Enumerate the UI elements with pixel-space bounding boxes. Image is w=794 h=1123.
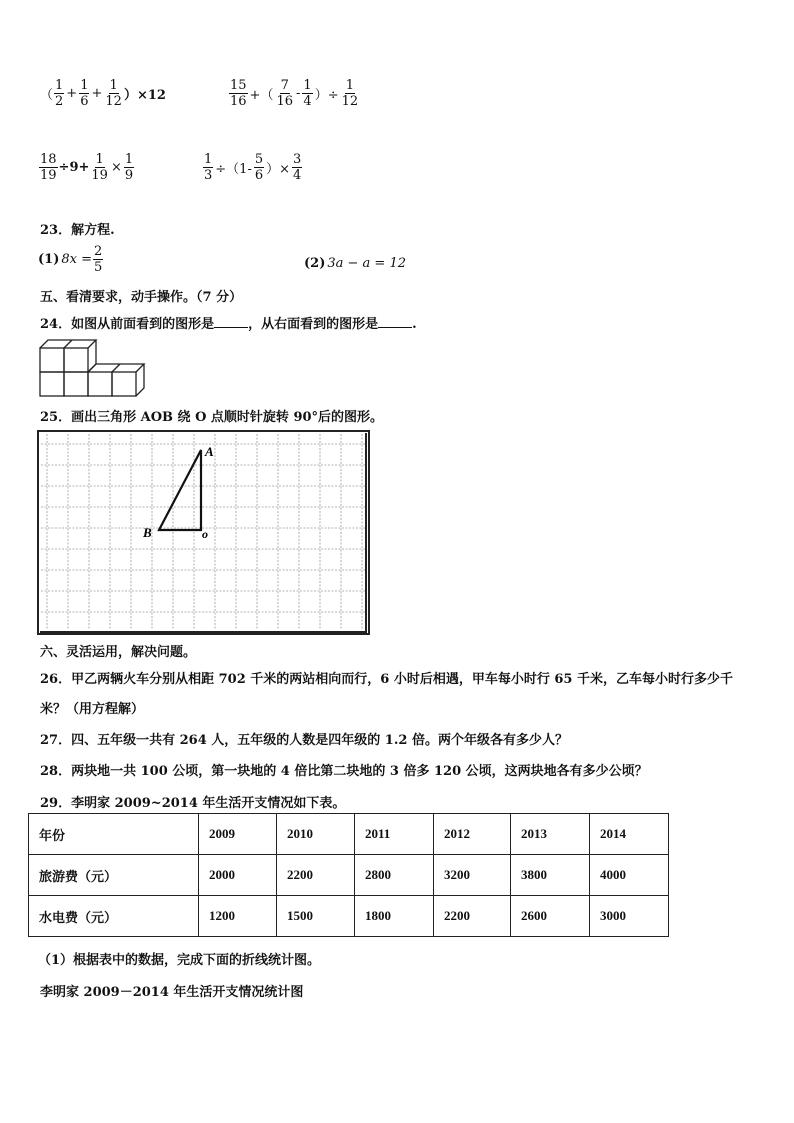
table-header-row xyxy=(29,814,669,855)
equation-1: (1) 8x = $\frac{2}{5}$ xyxy=(38,244,103,275)
calc-expr-2: $\frac{15}{16}$ +（ $\frac{7}{16}$ - $\frac{1}{4}$ ）÷ $\frac{1}{12}$ xyxy=(230,78,359,109)
fraction: $\frac{3}{4}$ xyxy=(293,152,302,183)
fraction: $\frac{1}{12}$ xyxy=(341,78,359,109)
table-cell: 1500 xyxy=(277,896,355,937)
calc-expr-4: $\frac{1}{3}$ ÷（1- $\frac{5}{6}$ ）× $\frac{3}{4}$ xyxy=(204,152,302,183)
fraction: $\frac{7}{16}$ xyxy=(276,78,293,109)
table-cell: 2200 xyxy=(434,896,511,937)
question-27: 27．四、五年级一共有 264 人，五年级的人数是四年级的 1.2 倍。两个年级各有多少人？ xyxy=(40,733,568,748)
table-cell: 旅游费（元） xyxy=(29,855,199,896)
table-cell: 3200 xyxy=(434,855,511,896)
answer-blank[interactable] xyxy=(378,315,412,328)
left-paren: （ xyxy=(40,88,54,103)
expense-table xyxy=(28,813,669,937)
fraction: $\frac{1}{12}$ xyxy=(105,78,122,109)
section-6-heading: 六、灵活运用，解决问题。 xyxy=(40,645,197,660)
table-cell: 2010 xyxy=(277,814,355,855)
table-row xyxy=(29,855,669,896)
question-24: 24．如图从前面看到的图形是 ，从右面看到的图形是 . xyxy=(40,317,417,332)
question-28: 28．两块地一共 100 公顷，第一块地的 4 倍比第二块地的 3 倍多 120 公顷，这两块地各有多少公顷？ xyxy=(40,764,648,779)
cube-solid-drawing xyxy=(36,338,154,400)
question-29-title: 29．李明家 2009~2014 年生活开支情况如下表。 xyxy=(40,796,346,811)
fraction: $\frac{1}{2}$ xyxy=(55,78,64,109)
fraction: $\frac{1}{19}$ xyxy=(91,152,108,183)
equation-2: (2) 3a − a = 12 xyxy=(304,256,406,271)
table-cell: 2014 xyxy=(590,814,669,855)
question-26-line1: 26．甲乙两辆火车分别从相距 702 千米的两站相向而行，6 小时后相遇，甲车每小时行 65 千米，乙车每小时行多少千 xyxy=(40,672,733,687)
fraction: $\frac{15}{16}$ xyxy=(230,78,247,109)
fraction: $\frac{18}{19}$ xyxy=(40,152,57,183)
table-row xyxy=(29,896,669,937)
table-cell: 年份 xyxy=(29,814,199,855)
table-cell: 2800 xyxy=(355,855,434,896)
question-29-sub1: （1）根据表中的数据，完成下面的折线统计图。 xyxy=(38,953,321,968)
grid-drawing xyxy=(37,430,371,636)
table-cell: 2012 xyxy=(434,814,511,855)
table-cell: 3000 xyxy=(590,896,669,937)
table-cell: 2000 xyxy=(199,855,277,896)
label-b: B xyxy=(143,525,152,540)
fraction: $\frac{2}{5}$ xyxy=(94,244,103,275)
fraction: $\frac{1}{3}$ xyxy=(204,152,213,183)
label-a: A xyxy=(205,444,214,459)
table-cell: 3800 xyxy=(511,855,590,896)
table-cell: 2011 xyxy=(355,814,434,855)
question-26-line2: 米？（用方程解） xyxy=(40,702,145,717)
fraction: $\frac{1}{9}$ xyxy=(124,152,134,183)
question-25: 25．画出三角形 AOB 绕 O 点顺时针旋转 90°后的图形。 xyxy=(40,410,384,425)
table-cell: 2600 xyxy=(511,896,590,937)
fraction: $\frac{1}{4}$ xyxy=(303,78,312,109)
table-cell: 4000 xyxy=(590,855,669,896)
rotation-grid-figure xyxy=(37,430,371,640)
calc-expr-3: $\frac{18}{19}$ ÷9+ $\frac{1}{19}$ × $\frac{1}{9}$ xyxy=(40,152,134,183)
table-cell: 2009 xyxy=(199,814,277,855)
section-5-heading: 五、看清要求，动手操作。（7 分） xyxy=(40,290,243,305)
cube-figure xyxy=(36,338,154,404)
fraction: $\frac{5}{6}$ xyxy=(254,152,264,183)
table-cell: 水电费（元） xyxy=(29,896,199,937)
calc-expr-1: （ $\frac{1}{2}$ + $\frac{1}{6}$ + $\frac{1}{12}$ ）×12 xyxy=(40,78,166,109)
table-cell: 1200 xyxy=(199,896,277,937)
chart-title: 李明家 2009－2014 年生活开支情况统计图 xyxy=(40,985,304,1000)
label-o: o xyxy=(202,527,208,541)
answer-blank[interactable] xyxy=(214,315,248,328)
table-cell: 1800 xyxy=(355,896,434,937)
table-cell: 2200 xyxy=(277,855,355,896)
fraction: $\frac{1}{6}$ xyxy=(80,78,89,109)
question-23-title: 23．解方程. xyxy=(40,223,115,238)
table-cell: 2013 xyxy=(511,814,590,855)
